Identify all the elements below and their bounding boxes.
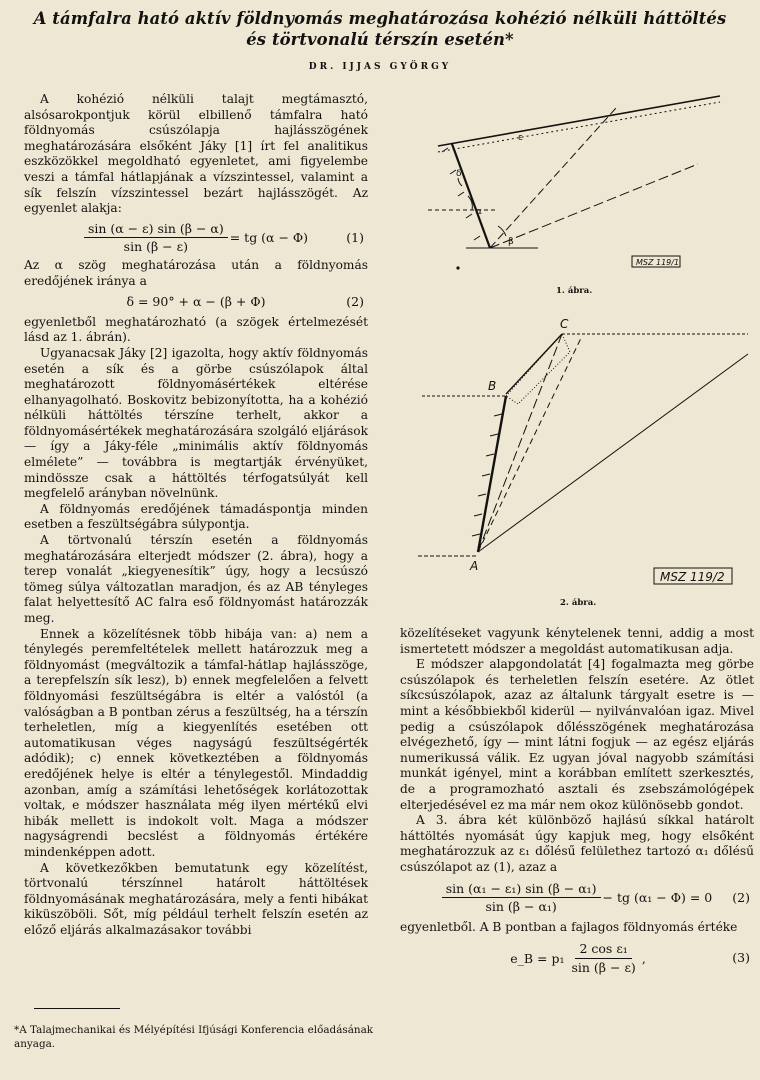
delta-arc (458, 178, 462, 186)
delta-label: δ (456, 169, 462, 179)
equation-body: δ = 90° + α − (β + Φ) (126, 294, 266, 310)
fraction (567, 941, 639, 975)
paragraph: egyenletből meghatározható (a szögek értelmezését lásd az 1. ábrán). (24, 314, 368, 345)
paragraph: egyenletből. A B pontban a fajlagos földnyomás értéke (400, 919, 738, 934)
numerator: sin (α − ε) sin (β − α) (84, 221, 228, 239)
equation-4 (400, 941, 754, 975)
stamp-label: MSZ 119/2 (660, 570, 725, 584)
equation-3 (400, 881, 754, 915)
slope-bc-line (506, 334, 562, 394)
equation-rhs: = tg (α − Φ) (229, 230, 309, 246)
left-column (24, 92, 368, 938)
alpha-label: α (476, 207, 482, 217)
beta-label: β (508, 237, 514, 247)
paragraph: A törtvonalú térszín esetén a földnyomás meghatározására elterjedt módszer (2. ábra), hogy a terep vonalát „kiegyenesítik” úgy, hogy a lecsúszó tömeg súlya változatlan maradjon, és az AB tényleges falat helyettesítő AC falra eső földnyomást határozzák meg. (24, 533, 368, 625)
ground-surface-line (438, 96, 720, 146)
paragraph: E módszer alapgondolatát [4] fogalmazta meg görbe csúszólapok és terheletlen felszín esetére. Az ötlet síkcsúszólapok, azaz az általunk tárgyalt esetre is — mint a későbbiekből kiderül — nyilvánvalóan igaz. Mivel pedig a csúszólapok dőlésszögének meghatározása elvégezhető, így — mint látni fogjuk — az egész eljárás numerikussá válik. Ez ugyan jóval nagyobb számítási munkát igényel, mint a korábban említett szerkesztés, de a programozható asztali és zsebszámológépek elterjedésével ez ma már nem okoz különösebb gondot. (400, 657, 754, 812)
epsilon-label: ε (518, 133, 523, 143)
footnote-rule (34, 1008, 120, 1009)
denominator: sin (β − ε) (123, 239, 188, 255)
equation-1 (24, 221, 368, 255)
fraction (84, 221, 228, 255)
title-line-1: A támfalra ható aktív földnyomás meghatározása kohézió nélküli háttöltés (33, 9, 727, 28)
paragraph: Az α szög meghatározása után a földnyomás eredőjének iránya a (24, 257, 368, 288)
slip-plane-line (478, 354, 748, 552)
ground-surface-dashed (438, 102, 720, 152)
numerator: 2 cos ε₁ (575, 941, 631, 959)
point-marker (456, 266, 459, 269)
paragraph: A földnyomás eredőjének támadáspontja minden esetben a feszültségábra súlypontja. (24, 501, 368, 532)
wall-back-line (452, 144, 490, 248)
article-title (0, 8, 760, 50)
wall-ac-line (478, 334, 562, 552)
equation-lhs: e_B = p₁ (510, 950, 565, 966)
paragraph: A következőkben bemutatunk egy közelítést, törtvonalú térszínnel határolt háttöltések földnyomásának meghatározására, mely a fenti hibákat kiküszöböli. Sőt, míg például terhelt felszín esetén az előző eljárás alkalmazásakor további (24, 860, 368, 937)
figure-1 (398, 86, 754, 282)
equation-2 (24, 294, 368, 310)
equation-number: (3) (732, 950, 750, 966)
equation-number: (2) (732, 889, 750, 905)
equation-rhs: − tg (α₁ − Φ) = 0 (602, 889, 713, 905)
slip-plane-line (490, 108, 616, 248)
paragraph: Ugyanacsak Jáky [2] igazolta, hogy aktív földnyomás esetén a sík és a görbe csúszólapok által meghatározott földnyomásértékek eltérése elhanyagolható. Boskovitz bebizonyította, ha a kohézió nélküli háttöltés térszíne terhelt, akkor a földnyomásértékek meghatározására szolgáló eljárások — így a Jáky-féle „minimális aktív földnyomás elmélete” — továbbra is megtartják érvényüket, mindössze csak a háttöltés térfogatsúlyát kell megfelelő arányban növelnünk. (24, 345, 368, 501)
wall-ab-line (478, 396, 506, 552)
stamp-label: MSZ 119/1 (636, 258, 680, 267)
force-line (490, 164, 698, 248)
fraction (442, 881, 601, 915)
stippled-zone (506, 334, 570, 404)
numerator: sin (α₁ − ε₁) sin (β − α₁) (442, 881, 601, 899)
wall-hatch (442, 148, 448, 152)
footnote: *A Talajmechanikai és Mélyépítési Ifjúsági Konferencia előadásának anyaga. (14, 1024, 374, 1050)
paragraph: A 3. ábra két különböző hajlású síkkal határolt háttöltés nyomását úgy kapjuk meg, hogy elsőként meghatározzuk az ε₁ dőlésű felülethez tartozó α₁ dőlésű csúszólapot az (1), azaz a (400, 813, 754, 874)
figure-2 (398, 312, 754, 596)
point-c-label: C (560, 317, 569, 331)
paragraph: A kohézió nélküli talajt megtámasztó, alsósarokpontjuk körül elbillenő támfalra ható földnyomás csúszólapja hajlásszögének meghatározására elsőként Jáky [1] írt fel analitikus eszközökkel megoldható egyenletet, ami figyelembe veszi a támfal hátlapjának a vízszintessel, valamint a sík felszín vízszintessel bezárt hajlásszögét. Az egyenlet alakja: (24, 92, 368, 216)
title-line-2: és törtvonalú térszín esetén* (246, 30, 514, 49)
equation-rhs: , (641, 950, 646, 966)
denominator: sin (β − ε) (571, 959, 636, 975)
equation-number: (2) (346, 294, 364, 310)
denominator: sin (β − α₁) (485, 899, 557, 915)
author-name: DR. IJJAS GYÖRGY (308, 62, 452, 72)
paragraph: közelítéseket vagyunk kénytelenek tenni, addig a most ismertetett módszer a megoldást automatikusan adja. (400, 626, 754, 656)
right-column (400, 626, 754, 975)
figure-2-caption: 2. ábra. (560, 598, 597, 608)
equation-number: (1) (346, 230, 364, 246)
paragraph: Ennek a közelítésnek több hibája van: a) nem a ténylegés peremfeltételek mellett határozzuk meg a földnyomást (megváltozik a támfal-hátlap hajlásszöge, a terepfelszín sík lesz), b) ennek megfelelően a felvett földnyomási feszültségábra is eltér a valóstól (a valóságban a B pontban zérus a feszültség, ha a térszín terheletlen, míg a kiegyenlítés esetében ott automatikusan véges nagyságú feszültségérték adódik); c) ennek következtében a földnyomás eredőjének helye is eltér a ténylegestől. Mindaddig azonban, amíg a számítási lehetőségek korlátozottak voltak, e módszer használata még ilyen mértékű elvi hibák mellett is indokolt volt. Maga a módszer nagyságrendi becslést a földnyomás értékére mindenképpen adott. (24, 626, 368, 859)
point-a-label: A (470, 559, 479, 573)
point-b-label: B (488, 379, 497, 393)
figure-1-caption: 1. ábra. (556, 286, 593, 296)
